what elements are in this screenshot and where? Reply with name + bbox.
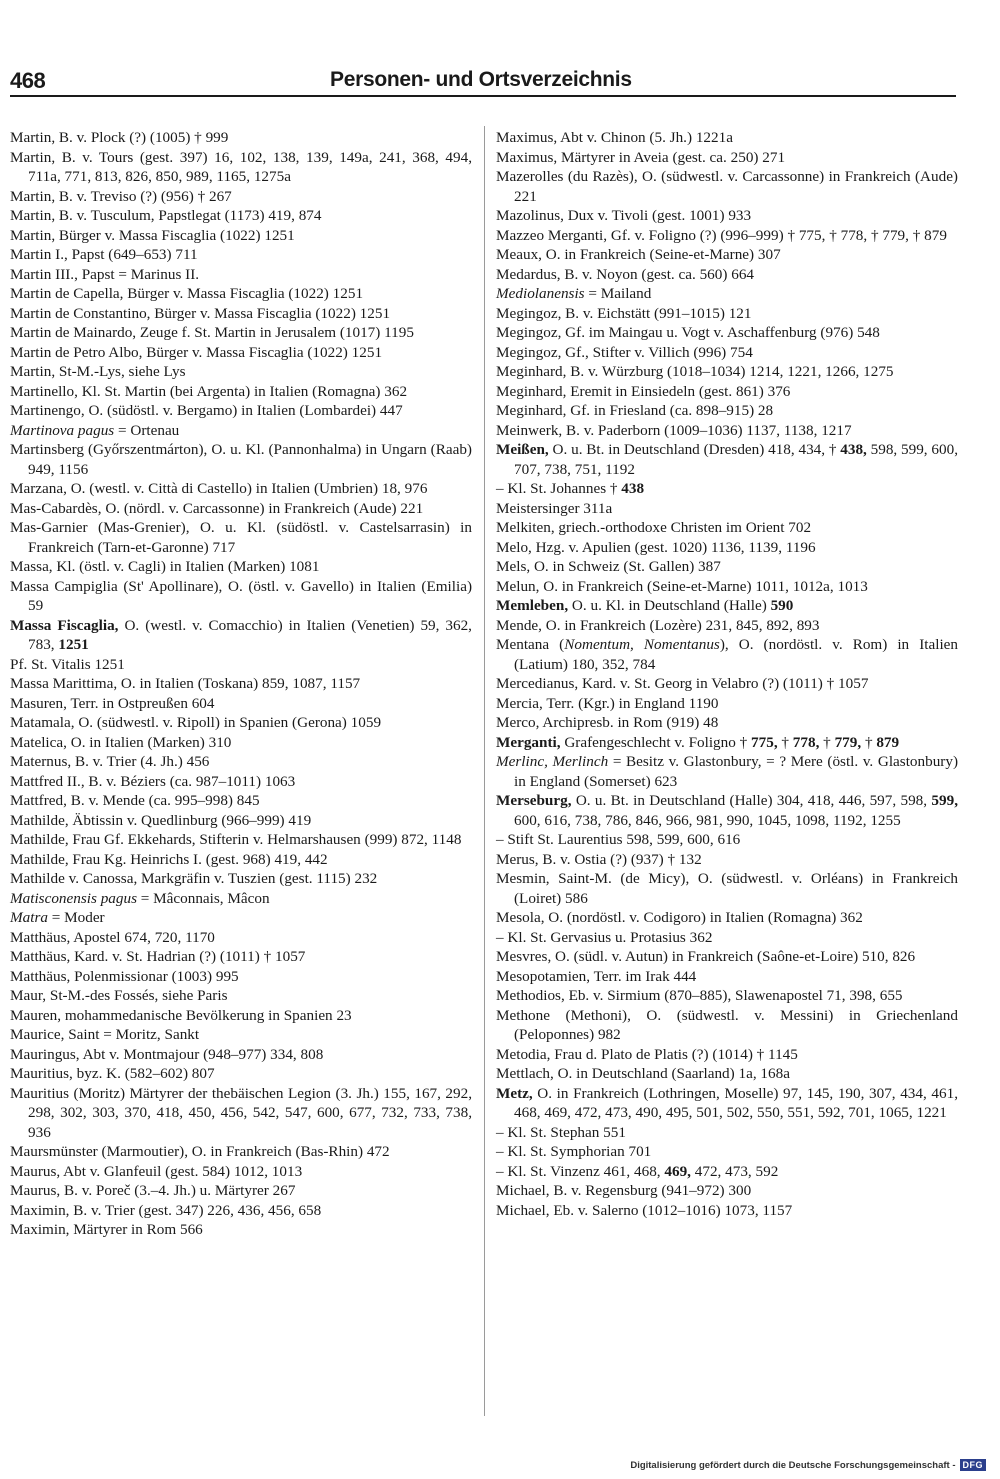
entry-text: Martin, Bürger v. Massa Fiscaglia (1022) 1251 [10, 226, 295, 244]
index-entry [496, 616, 958, 636]
index-entry [496, 830, 958, 850]
entry-text: Methone (Methoni), O. (südwestl. v. Messini) in Griechenland (Peloponnes) 982 [496, 1006, 958, 1043]
entry-text: Meinwerk, B. v. Paderborn (1009–1036) 1137, 1138, 1217 [496, 421, 852, 439]
entry-text: 472, 473, 592 [690, 1162, 779, 1180]
entry-text: Martin, B. v. Tours (gest. 397) 16, 102, 138, 139, 149a, 241, 368, 494, 711a, 771, 813, 826, 850, 989, 1165, 1275a [10, 148, 472, 185]
entry-text: Matra [10, 909, 48, 926]
entry-text: Nomentum, Nomentanus [564, 636, 720, 653]
entry-text: Maximin, Märtyrer in Rom 566 [10, 1221, 203, 1238]
index-entry [10, 1142, 472, 1162]
index-entry [496, 928, 958, 948]
index-entry [10, 187, 472, 207]
index-entry [10, 1201, 472, 1221]
index-entry [10, 265, 472, 285]
entry-text: = Besitz v. Glastonbury, = ? Mere (östl. v. Glastonbury) in England (Somerset) 623 [514, 753, 958, 790]
index-entry [496, 1162, 958, 1182]
index-entry [496, 674, 958, 694]
entry-text: Maurice, Saint = Moritz, Sankt [10, 1026, 200, 1043]
index-entry [10, 440, 472, 479]
index-entry [10, 382, 472, 402]
entry-text: Metz, [496, 1084, 533, 1102]
entry-text: Pf. St. Vitalis 1251 [10, 655, 125, 673]
index-entry [10, 304, 472, 324]
entry-text: Martin III., Papst = Marinus II. [10, 265, 200, 283]
index-entry [496, 577, 958, 597]
index-entry [496, 499, 958, 519]
index-entry [10, 986, 472, 1006]
entry-text: Mattfred II., B. v. Béziers (ca. 987–1011) 1063 [10, 772, 296, 790]
entry-text: Mazzeo Merganti, Gf. v. Foligno (?) (996–999) † 775, † 778, † 779, † 879 [496, 226, 947, 244]
index-entry [10, 1220, 472, 1240]
column-divider [484, 126, 485, 1416]
index-entry [496, 479, 958, 499]
entry-text: Mercia, Terr. (Kgr.) in England 1190 [496, 694, 719, 712]
page-number: 468 [10, 68, 46, 93]
entry-text: Matthäus, Kard. v. St. Hadrian (?) (1011) † 1057 [10, 948, 306, 965]
entry-text: Meißen, [496, 441, 549, 458]
entry-text: Mattfred, B. v. Mende (ca. 995–998) 845 [10, 792, 260, 809]
index-entry [10, 967, 472, 987]
digitization-footer [630, 1456, 986, 1474]
entry-text: – Kl. St. Gervasius u. Protasius 362 [496, 928, 713, 946]
index-entry [10, 499, 472, 519]
entry-text: = Moder [47, 909, 105, 926]
index-entry [496, 284, 958, 304]
entry-text: † [819, 733, 835, 751]
entry-text: Meginhard, Gf. in Friesland (ca. 898–915) 28 [496, 402, 774, 419]
entry-text: Maurus, B. v. Poreč (3.–4. Jh.) u. Märtyrer 267 [10, 1182, 296, 1199]
index-entry [10, 811, 472, 831]
index-entry [10, 226, 472, 246]
index-entry [496, 596, 958, 616]
entry-text: Memleben, [496, 597, 569, 614]
index-entry [10, 362, 472, 382]
entry-text: Grafengeschlecht v. Foligno † [560, 733, 752, 751]
dfg-logo: DFG [960, 1459, 987, 1471]
entry-text: Mauritius, byz. K. (582–602) 807 [10, 1065, 215, 1082]
entry-text: Mauren, mohammedanische Bevölkerung in Spanien 23 [10, 1006, 352, 1024]
index-entry [496, 1201, 958, 1221]
entry-text: – Kl. St. Stephan 551 [496, 1123, 626, 1141]
entry-text: Merus, B. v. Ostia (?) (937) † 132 [496, 850, 702, 868]
entry-text: Martin, B. v. Tusculum, Papstlegat (1173) 419, 874 [10, 207, 322, 224]
index-entry [10, 655, 472, 675]
entry-text: Martinello, Kl. St. Martin (bei Argenta) in Italien (Romagna) 362 [10, 382, 408, 400]
index-entry [10, 128, 472, 148]
index-entry [10, 791, 472, 811]
entry-text: O. in Frankreich (Lothringen, Moselle) 97, 145, 190, 307, 434, 461, 468, 469, 472, 473, 490, 495, 501, 502, 550, 551, 592, 701, 1065, 1221 [514, 1084, 958, 1121]
index-entry [10, 206, 472, 226]
entry-text: O. u. Bt. in Deutschland (Dresden) 418, 434, † [548, 441, 841, 458]
entry-text: Mazerolles (du Razès), O. (südwestl. v. Carcassonne) in Frankreich (Aude) 221 [496, 168, 958, 205]
entry-text: 438, [840, 441, 867, 458]
entry-text: Mas-Garnier (Mas-Grenier), O. u. Kl. (südöstl. v. Castelsarrasin) in Frankreich (Tarn-et-Garonne) 717 [10, 519, 472, 556]
index-entry [10, 401, 472, 421]
index-entry [10, 1064, 472, 1084]
index-entry [10, 830, 472, 850]
entry-text: Massa Campiglia (St' Apollinare), O. (östl. v. Gavello) in Italien (Emilia) 59 [10, 577, 472, 614]
index-entry [496, 265, 958, 285]
index-entry [10, 694, 472, 714]
entry-text: Melo, Hzg. v. Apulien (gest. 1020) 1136, 1139, 1196 [496, 538, 816, 556]
entry-text: = Ortenau [114, 421, 180, 439]
entry-text: Merganti, [496, 733, 561, 751]
entry-text: Michael, B. v. Regensburg (941–972) 300 [496, 1182, 752, 1199]
entry-text: 779, [834, 733, 862, 751]
index-entry [496, 401, 958, 421]
index-entry [496, 206, 958, 226]
index-entry [496, 440, 958, 479]
entry-text: Mesopotamien, Terr. im Irak 444 [496, 967, 697, 985]
entry-text: Matamala, O. (südwestl. v. Ripoll) in Spanien (Gerona) 1059 [10, 714, 382, 731]
entry-text: Martinengo, O. (südöstl. v. Bergamo) in Italien (Lombardei) 447 [10, 402, 403, 419]
index-entry [496, 557, 958, 577]
entry-text: † [861, 733, 877, 751]
entry-text: Merseburg, [496, 792, 572, 809]
index-entry [496, 1064, 958, 1084]
entry-text: Mesmin, Saint-M. (de Micy), O. (südwestl. v. Orléans) in Frankreich (Loiret) 586 [496, 870, 958, 907]
entry-text: Maximus, Abt v. Chinon (5. Jh.) 1221a [496, 129, 733, 146]
entry-text: = Mailand [584, 285, 652, 302]
index-entry [496, 323, 958, 343]
index-column-right [496, 128, 958, 1220]
index-entry [496, 167, 958, 206]
index-entry [496, 1142, 958, 1162]
index-entry [496, 362, 958, 382]
index-entry [496, 1006, 958, 1045]
index-column-left [10, 128, 472, 1240]
entry-text: Martin de Mainardo, Zeuge f. St. Martin in Jerusalem (1017) 1195 [10, 324, 414, 341]
entry-text: Mathilde, Frau Kg. Heinrichs I. (gest. 968) 419, 442 [10, 850, 328, 868]
entry-text: ), O. (nordöstl. v. Rom) in Italien (Latium) 180, 352, 784 [514, 636, 958, 673]
entry-text: – Kl. St. Symphorian 701 [496, 1143, 652, 1160]
entry-text: Methodios, Eb. v. Sirmium (870–885), Slawenapostel 71, 398, 655 [496, 987, 903, 1004]
index-entry [10, 752, 472, 772]
index-entry [10, 1025, 472, 1045]
entry-text: Mesvres, O. (südl. v. Autun) in Frankreich (Saône-et-Loire) 510, 826 [496, 948, 916, 965]
index-entry [10, 889, 472, 909]
entry-text: Matthäus, Polenmissionar (1003) 995 [10, 967, 239, 985]
index-entry [496, 635, 958, 674]
entry-text: Mathilde, Äbtissin v. Quedlinburg (966–999) 419 [10, 811, 312, 829]
index-entry [496, 148, 958, 168]
index-entry [496, 304, 958, 324]
index-entry [496, 869, 958, 908]
index-entry [10, 928, 472, 948]
entry-text: Mathilde, Frau Gf. Ekkehards, Stifterin v. Helmarshausen (999) 872, 1148 [10, 831, 462, 848]
index-entry [10, 148, 472, 187]
entry-text: Medardus, B. v. Noyon (gest. ca. 560) 664 [496, 265, 755, 283]
entry-text: 469, [664, 1162, 691, 1180]
entry-text: Michael, Eb. v. Salerno (1012–1016) 1073, 1157 [496, 1201, 793, 1219]
entry-text: 1251 [58, 636, 89, 653]
entry-text: Massa, Kl. (östl. v. Cagli) in Italien (Marken) 1081 [10, 558, 320, 575]
index-entry [496, 1045, 958, 1065]
index-entry [10, 713, 472, 733]
index-entry [10, 616, 472, 655]
entry-text: Matthäus, Apostel 674, 720, 1170 [10, 928, 215, 946]
entry-text: 438 [621, 480, 645, 497]
entry-text: Martin de Petro Albo, Bürger v. Massa Fiscaglia (1022) 1251 [10, 343, 383, 361]
entry-text: Mentana ( [496, 636, 565, 653]
entry-text: 599, [931, 792, 958, 809]
entry-text: Massa Marittima, O. in Italien (Toskana) 859, 1087, 1157 [10, 675, 361, 692]
index-entry [10, 343, 472, 363]
entry-text: O. u. Bt. in Deutschland (Halle) 304, 418, 446, 597, 598, [571, 792, 932, 809]
entry-text: Mazolinus, Dux v. Tivoli (gest. 1001) 933 [496, 207, 752, 224]
entry-text: Mesola, O. (nordöstl. v. Codigoro) in Italien (Romagna) 362 [496, 909, 863, 926]
entry-text: Martinsberg (Győrszentmárton), O. u. Kl. (Pannonhalma) in Ungarn (Raab) 949, 1156 [10, 441, 472, 478]
index-entry [496, 1084, 958, 1123]
index-entry [496, 343, 958, 363]
entry-text: Matelica, O. in Italien (Marken) 310 [10, 733, 232, 751]
index-entry [10, 1045, 472, 1065]
entry-text: Megingoz, B. v. Eichstätt (991–1015) 121 [496, 304, 752, 322]
index-entry [496, 226, 958, 246]
entry-text: Massa Fiscaglia, [10, 616, 119, 634]
entry-text: Merco, Archipresb. in Rom (919) 48 [496, 714, 719, 731]
index-entry [10, 479, 472, 499]
index-entry [10, 1006, 472, 1026]
entry-text: O. (westl. v. Comacchio) in Italien (Venetien) 59, 362, 783, [28, 616, 472, 653]
entry-text: Mercedianus, Kard. v. St. Georg in Velabro (?) (1011) † 1057 [496, 675, 869, 692]
entry-text: Maurus, Abt v. Glanfeuil (gest. 584) 1012, 1013 [10, 1162, 303, 1180]
index-entry [496, 421, 958, 441]
index-entry [496, 694, 958, 714]
index-entry [496, 1181, 958, 1201]
entry-text: Meaux, O. in Frankreich (Seine-et-Marne) 307 [496, 246, 781, 263]
index-entry [496, 791, 958, 830]
entry-text: Martinova pagus [10, 421, 115, 439]
entry-text: Maximus, Märtyrer in Aveia (gest. ca. 250) 271 [496, 148, 786, 166]
index-entry [496, 245, 958, 265]
entry-text: Mediolanensis [496, 285, 585, 302]
index-entry [10, 908, 472, 928]
index-entry [496, 967, 958, 987]
entry-text: Megingoz, Gf. im Maingau u. Vogt v. Aschaffenburg (976) 548 [496, 324, 880, 341]
index-entry [10, 557, 472, 577]
index-entry [10, 869, 472, 889]
entry-text: Mende, O. in Frankreich (Lozère) 231, 845, 892, 893 [496, 616, 820, 634]
index-entry [496, 986, 958, 1006]
entry-text: 598, 599, 600, 707, 738, 751, 1192 [514, 441, 958, 478]
index-entry [10, 284, 472, 304]
entry-text: Maursmünster (Marmoutier), O. in Frankreich (Bas-Rhin) 472 [10, 1143, 390, 1160]
index-entry [496, 538, 958, 558]
entry-text: – Stift St. Laurentius 598, 599, 600, 616 [496, 831, 741, 848]
entry-text: 590 [770, 597, 794, 614]
index-entry [10, 577, 472, 616]
index-entry [10, 674, 472, 694]
entry-text: 600, 616, 738, 786, 846, 966, 981, 990, 1045, 1098, 1192, 1255 [514, 811, 901, 829]
footer-text: Digitalisierung gefördert durch die Deutsche Forschungsgemeinschaft - [630, 1459, 956, 1471]
index-entry [496, 752, 958, 791]
entry-text: Martin de Constantino, Bürger v. Massa Fiscaglia (1022) 1251 [10, 304, 391, 322]
entry-text: Martin, St-M.-Lys, siehe Lys [10, 363, 186, 380]
index-entry [496, 850, 958, 870]
index-entry [10, 1162, 472, 1182]
index-entry [10, 733, 472, 753]
entry-text: Melun, O. in Frankreich (Seine-et-Marne) 1011, 1012a, 1013 [496, 577, 868, 595]
index-entry [496, 1123, 958, 1143]
index-entry [10, 850, 472, 870]
entry-text: Meginhard, Eremit in Einsiedeln (gest. 861) 376 [496, 382, 791, 400]
index-entry [496, 908, 958, 928]
entry-text: = Mâconnais, Mâcon [136, 889, 270, 907]
index-entry [10, 947, 472, 967]
entry-text: Mauritius (Moritz) Märtyrer der thebäischen Legion (3. Jh.) 155, 167, 292, 298, 302, 303, 370, 418, 450, 456, 542, 547, 600, 677, 732, 733, 738, 936 [10, 1084, 472, 1141]
index-entry [496, 713, 958, 733]
index-entry [496, 733, 958, 753]
entry-text: 879 [876, 733, 900, 751]
entry-text: Maur, St-M.-des Fossés, siehe Paris [10, 987, 228, 1004]
entry-text: Mauringus, Abt v. Montmajour (948–977) 334, 808 [10, 1045, 324, 1063]
entry-text: Meistersinger 311a [496, 499, 613, 517]
entry-text: Martin I., Papst (649–653) 711 [10, 246, 198, 263]
index-entry [496, 518, 958, 538]
entry-text: – Kl. St. Vinzenz 461, 468, [496, 1162, 665, 1180]
entry-text: Maximin, B. v. Trier (gest. 347) 226, 436, 456, 658 [10, 1201, 322, 1219]
index-entry [10, 245, 472, 265]
entry-text: 775, [751, 733, 778, 751]
index-entry [10, 772, 472, 792]
entry-text: Maternus, B. v. Trier (4. Jh.) 456 [10, 753, 210, 770]
entry-text: Martin de Capella, Bürger v. Massa Fiscaglia (1022) 1251 [10, 285, 364, 302]
entry-text: † [777, 733, 793, 751]
entry-text: Merlinc, Merlinch [496, 753, 609, 770]
entry-text: Masuren, Terr. in Ostpreußen 604 [10, 694, 215, 712]
index-entry [496, 382, 958, 402]
entry-text: Matisconensis pagus [10, 889, 137, 907]
entry-text: – Kl. St. Johannes † [496, 480, 622, 497]
entry-text: Martin, B. v. Plock (?) (1005) † 999 [10, 129, 229, 146]
index-entry [10, 421, 472, 441]
entry-text: Metodia, Frau d. Plato de Platis (?) (1014) † 1145 [496, 1045, 798, 1063]
entry-text: O. u. Kl. in Deutschland (Halle) [568, 597, 771, 614]
entry-text: Mettlach, O. in Deutschland (Saarland) 1a, 168a [496, 1065, 790, 1082]
entry-text: Mas-Cabardès, O. (nördl. v. Carcassonne) in Frankreich (Aude) 221 [10, 499, 424, 517]
entry-text: Mels, O. in Schweiz (St. Gallen) 387 [496, 558, 721, 575]
index-entry [496, 128, 958, 148]
entry-text: Martin, B. v. Treviso (?) (956) † 267 [10, 187, 232, 205]
entry-text: Marzana, O. (westl. v. Città di Castello) in Italien (Umbrien) 18, 976 [10, 480, 428, 497]
index-entry [10, 1084, 472, 1143]
index-entry [10, 1181, 472, 1201]
entry-text: Megingoz, Gf., Stifter v. Villich (996) 754 [496, 343, 753, 361]
entry-text: 778, [792, 733, 820, 751]
entry-text: Meginhard, B. v. Würzburg (1018–1034) 1214, 1221, 1266, 1275 [496, 363, 894, 380]
header-rule [10, 95, 956, 97]
page-title: Personen- und Ortsverzeichnis [330, 68, 632, 91]
index-entry [10, 518, 472, 557]
index-entry [496, 947, 958, 967]
entry-text: Mathilde v. Canossa, Markgräfin v. Tuszien (gest. 1115) 232 [10, 870, 378, 887]
index-entry [10, 323, 472, 343]
entry-text: Melkiten, griech.-orthodoxe Christen im Orient 702 [496, 519, 812, 536]
